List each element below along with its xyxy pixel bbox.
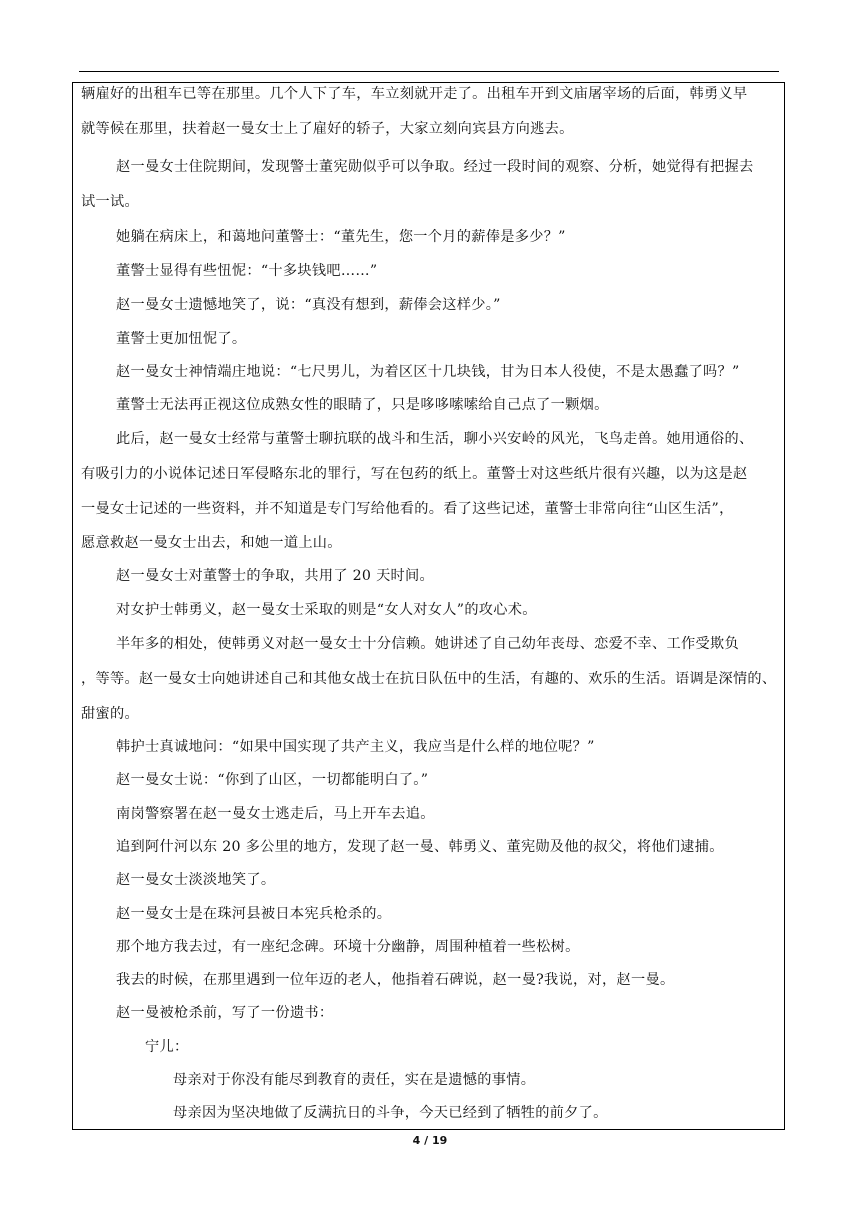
text-line: 有吸引力的小说体记述日军侵略东北的罪行，写在包药的纸上。董警士对这些纸片很有兴趣，以为这是赵 — [81, 466, 748, 482]
text-line: 母亲对于你没有能尽到教育的责任，实在是遗憾的事情。 — [173, 1072, 536, 1088]
text-line: 赵一曼女士神情端庄地说：“七尺男儿，为着区区十几块钱，甘为日本人役使，不是太愚蠢了吗？” — [116, 364, 740, 380]
text-line: 对女护士韩勇义，赵一曼女士采取的则是“女人对女人”的攻心术。 — [116, 602, 537, 618]
text-line: 母亲因为坚决地做了反满抗日的斗争，今天已经到了牺牲的前夕了。 — [173, 1105, 608, 1121]
text-line: 赵一曼女士住院期间，发现警士董宪勋似乎可以争取。经过一段时间的观察、分析，她觉得有把握去 — [116, 159, 754, 175]
text-line: 宁儿： — [145, 1039, 189, 1055]
text-line: 她躺在病床上，和蔼地问董警士：“董先生，您一个月的薪俸是多少？” — [116, 229, 566, 245]
text-line: 那个地方我去过，有一座纪念碑。环境十分幽静，周围种植着一些松树。 — [116, 939, 580, 955]
text-line: 就等候在那里，扶着赵一曼女士上了雇好的轿子，大家立刻向宾县方向逃去。 — [81, 121, 574, 137]
page-number: 4 / 19 — [412, 1134, 448, 1147]
text-line: 董警士无法再正视这位成熟女性的眼睛了，只是哆哆嗦嗦给自己点了一颗烟。 — [116, 397, 609, 413]
text-line: 赵一曼女士说：“你到了山区，一切都能明白了。” — [116, 772, 429, 788]
text-line: 半年多的相处，使韩勇义对赵一曼女士十分信赖。她讲述了自己幼年丧母、恋爱不幸、工作受欺负 — [116, 636, 739, 652]
text-line: 愿意救赵一曼女士出去，和她一道上山。 — [81, 535, 342, 551]
text-line: 我去的时候，在那里遇到一位年迈的老人，他指着石碑说，赵一曼?我说，对，赵一曼。 — [116, 972, 675, 988]
text-line: 赵一曼女士遗憾地笑了，说：“真没有想到，薪俸会这样少。” — [116, 297, 501, 313]
text-line: 南岗警察署在赵一曼女士逃走后，马上开车去追。 — [116, 806, 435, 822]
header-rule — [79, 71, 779, 72]
text-line: ，等等。赵一曼女士向她讲述自己和其他女战士在抗日队伍中的生活，有趣的、欢乐的生活。语调是深情的、 — [81, 671, 777, 687]
text-line: 此后，赵一曼女士经常与董警士聊抗联的战斗和生活，聊小兴安岭的风光，飞鸟走兽。她用通俗的、 — [116, 431, 754, 447]
text-line: 赵一曼女士是在珠河县被日本宪兵枪杀的。 — [116, 906, 392, 922]
text-line: 辆雇好的出租车已等在那里。几个人下了车，车立刻就开走了。出租车开到文庙屠宰场的后面，韩勇义早 — [81, 86, 748, 102]
text-line: 追到阿什河以东 20 多公里的地方，发现了赵一曼、韩勇义、董宪勋及他的叔父，将他们逮捕。 — [116, 839, 724, 855]
text-line: 韩护士真诚地问：“如果中国实现了共产主义，我应当是什么样的地位呢？” — [116, 739, 595, 755]
text-line: 赵一曼被枪杀前，写了一份遗书： — [116, 1005, 334, 1021]
text-line: 甜蜜的。 — [81, 706, 139, 722]
text-line: 试一试。 — [81, 194, 139, 210]
text-line: 赵一曼女士淡淡地笑了。 — [116, 872, 276, 888]
text-line: 赵一曼女士对董警士的争取，共用了 20 天时间。 — [116, 568, 435, 584]
text-line: 董警士更加忸怩了。 — [116, 331, 247, 347]
text-line: 董警士显得有些忸怩：“十多块钱吧……” — [116, 263, 378, 279]
text-line: 一曼女士记述的一些资料，并不知道是专门写给他看的。看了这些记述，董警士非常向往“山区生活”， — [81, 501, 734, 517]
